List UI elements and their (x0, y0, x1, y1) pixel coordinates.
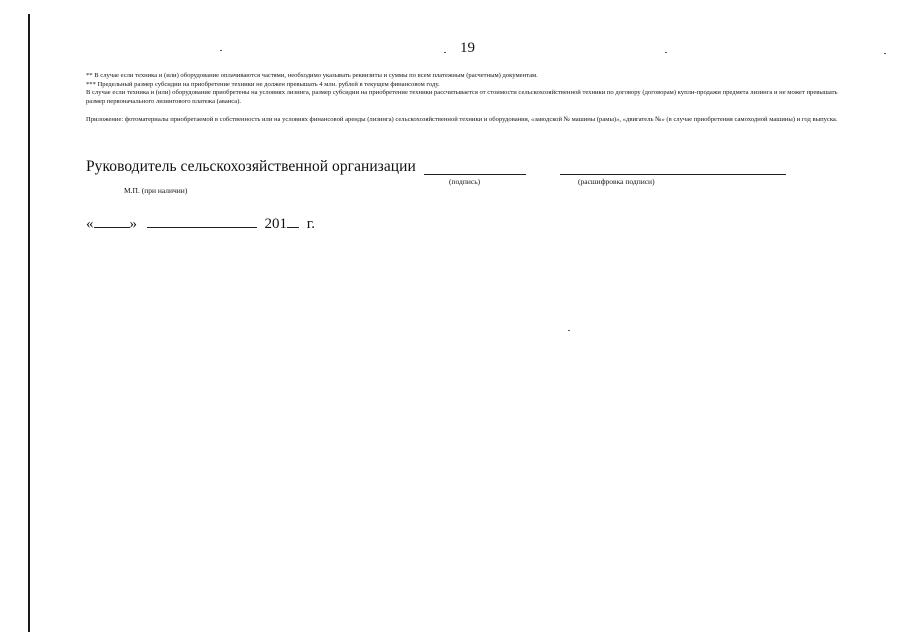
year-prefix: 201 (264, 216, 287, 232)
footnote-installments: ** В случае если техника и (или) оборудование оплачиваются частями, необходимо указывать реквизиты и суммы по всем платежным (расчетным) документам. (86, 72, 538, 79)
footnote-subsidy-limit: *** Предельный размер субсидии на приобретение техники не должен превышать 4 млн. рублей в текущем финансовом году. (86, 80, 440, 88)
left-margin-rule (28, 14, 30, 632)
signature-caption: (подпись) (449, 177, 481, 186)
signature-line (424, 174, 526, 175)
date-open-quote: « (86, 216, 94, 232)
signature-decoding-line (560, 174, 786, 175)
attachment-note: Приложение: фотоматериалы приобретаемой в собственность или на условиях финансовой аренды (лизинга) сельскохозяйственной техники и оборудования, «заводской № машины (рамы)», «двигатель №» (в случае приобретения самоходной машины) и год выпуска. (86, 116, 838, 124)
signature-decoding-caption: (расшифровка подписи) (578, 177, 655, 186)
footnote-leasing: В случае если техника и (или) оборудование приобретены на условиях лизинга, размер субсидии на приобретение техники рассчитывается от стоимости сельскохозяйственной техники по договору (договорам) купли-продажи предмета лизинга и не может превышать размер первоначального лизингового платежа (аванса). (86, 89, 838, 105)
day-blank (94, 213, 130, 228)
scan-speck (444, 52, 446, 53)
month-blank (147, 213, 257, 228)
footnotes-block (86, 72, 856, 125)
head-of-organization-label: Руководитель сельскохозяйственной организации (86, 158, 416, 175)
date-row (86, 213, 315, 233)
scan-speck (568, 330, 570, 331)
page-number: 19 (460, 40, 475, 56)
scan-speck (220, 50, 222, 51)
year-suffix: г. (306, 216, 315, 232)
year-digit-blank (287, 213, 299, 228)
date-close-quote: » (129, 216, 137, 232)
stamp-label: М.П. (при наличии) (124, 186, 188, 195)
scan-speck (665, 52, 667, 53)
scan-speck (884, 53, 886, 54)
